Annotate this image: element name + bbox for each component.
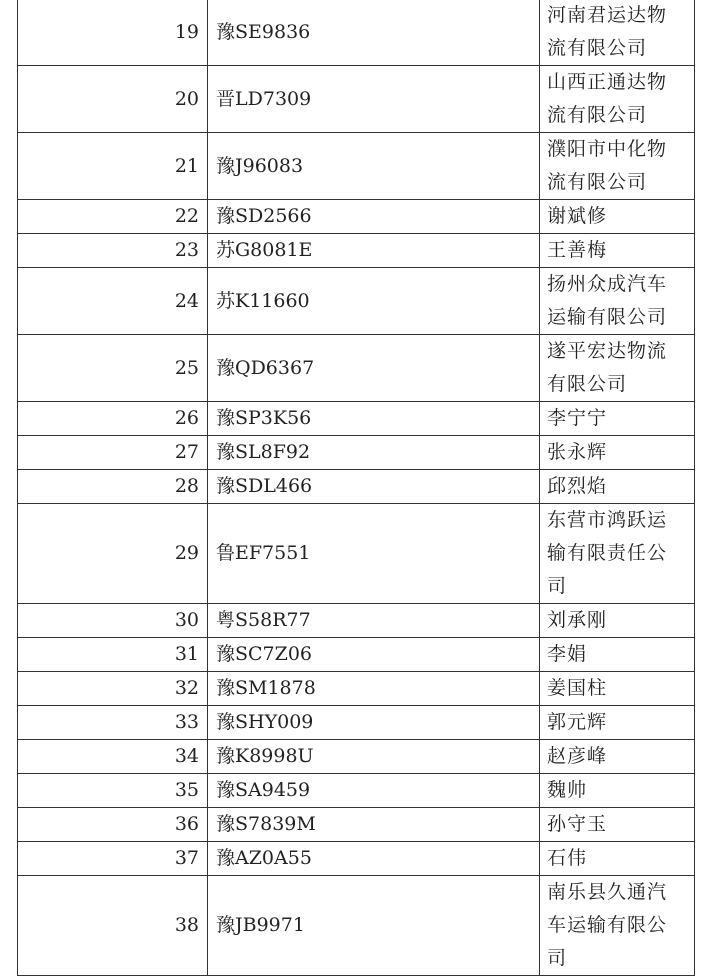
row-number: 32 [18, 672, 208, 706]
table-row [18, 0, 695, 66]
row-number: 23 [18, 234, 208, 268]
owner-name: 王善梅 [540, 234, 695, 268]
license-plate: 豫SDL466 [208, 470, 540, 504]
license-plate: 豫K8998U [208, 740, 540, 774]
row-number: 37 [18, 842, 208, 876]
license-plate: 豫S7839M [208, 808, 540, 842]
table-row [18, 638, 695, 672]
row-number: 27 [18, 436, 208, 470]
owner-name: 姜国柱 [540, 672, 695, 706]
license-plate: 豫SE9836 [208, 0, 540, 66]
owner-name: 谢斌修 [540, 200, 695, 234]
row-number: 21 [18, 133, 208, 200]
owner-name: 山西正通达物流有限公司 [540, 66, 695, 133]
row-number: 24 [18, 268, 208, 335]
records-table [17, 0, 695, 976]
license-plate: 豫AZ0A55 [208, 842, 540, 876]
table-row [18, 740, 695, 774]
row-number: 19 [18, 0, 208, 66]
license-plate: 苏K11660 [208, 268, 540, 335]
row-number: 20 [18, 66, 208, 133]
table-row [18, 672, 695, 706]
license-plate: 豫SL8F92 [208, 436, 540, 470]
license-plate: 豫SHY009 [208, 706, 540, 740]
row-number: 35 [18, 774, 208, 808]
owner-name: 濮阳市中化物流有限公司 [540, 133, 695, 200]
table-row [18, 268, 695, 335]
table-row [18, 470, 695, 504]
owner-name: 李娟 [540, 638, 695, 672]
owner-name: 李宁宁 [540, 402, 695, 436]
license-plate: 豫SD2566 [208, 200, 540, 234]
table-row [18, 234, 695, 268]
owner-name: 邱烈焰 [540, 470, 695, 504]
owner-name: 扬州众成汽车运输有限公司 [540, 268, 695, 335]
license-plate: 苏G8081E [208, 234, 540, 268]
table-row [18, 504, 695, 604]
table-row [18, 876, 695, 976]
owner-name: 郭元辉 [540, 706, 695, 740]
table-row [18, 402, 695, 436]
row-number: 25 [18, 335, 208, 402]
license-plate: 豫SC7Z06 [208, 638, 540, 672]
row-number: 34 [18, 740, 208, 774]
row-number: 38 [18, 876, 208, 976]
row-number: 31 [18, 638, 208, 672]
table-row [18, 774, 695, 808]
table-row [18, 335, 695, 402]
license-plate: 豫QD6367 [208, 335, 540, 402]
table-row [18, 200, 695, 234]
license-plate: 豫SA9459 [208, 774, 540, 808]
row-number: 28 [18, 470, 208, 504]
row-number: 36 [18, 808, 208, 842]
owner-name: 河南君运达物流有限公司 [540, 0, 695, 66]
owner-name: 刘承刚 [540, 604, 695, 638]
row-number: 33 [18, 706, 208, 740]
license-plate: 豫J96083 [208, 133, 540, 200]
table-row [18, 842, 695, 876]
owner-name: 南乐县久通汽车运输有限公司 [540, 876, 695, 976]
license-plate: 粤S58R77 [208, 604, 540, 638]
license-plate: 晋LD7309 [208, 66, 540, 133]
owner-name: 石伟 [540, 842, 695, 876]
row-number: 26 [18, 402, 208, 436]
owner-name: 张永辉 [540, 436, 695, 470]
table-row [18, 808, 695, 842]
license-plate: 鲁EF7551 [208, 504, 540, 604]
license-plate: 豫SM1878 [208, 672, 540, 706]
license-plate: 豫JB9971 [208, 876, 540, 976]
table-row [18, 436, 695, 470]
license-plate: 豫SP3K56 [208, 402, 540, 436]
table-row [18, 706, 695, 740]
row-number: 30 [18, 604, 208, 638]
records-body [18, 0, 695, 976]
owner-name: 遂平宏达物流有限公司 [540, 335, 695, 402]
owner-name: 东营市鸿跃运输有限责任公司 [540, 504, 695, 604]
table-row [18, 604, 695, 638]
row-number: 22 [18, 200, 208, 234]
table-row [18, 66, 695, 133]
table-row [18, 133, 695, 200]
owner-name: 赵彦峰 [540, 740, 695, 774]
owner-name: 魏帅 [540, 774, 695, 808]
row-number: 29 [18, 504, 208, 604]
owner-name: 孙守玉 [540, 808, 695, 842]
